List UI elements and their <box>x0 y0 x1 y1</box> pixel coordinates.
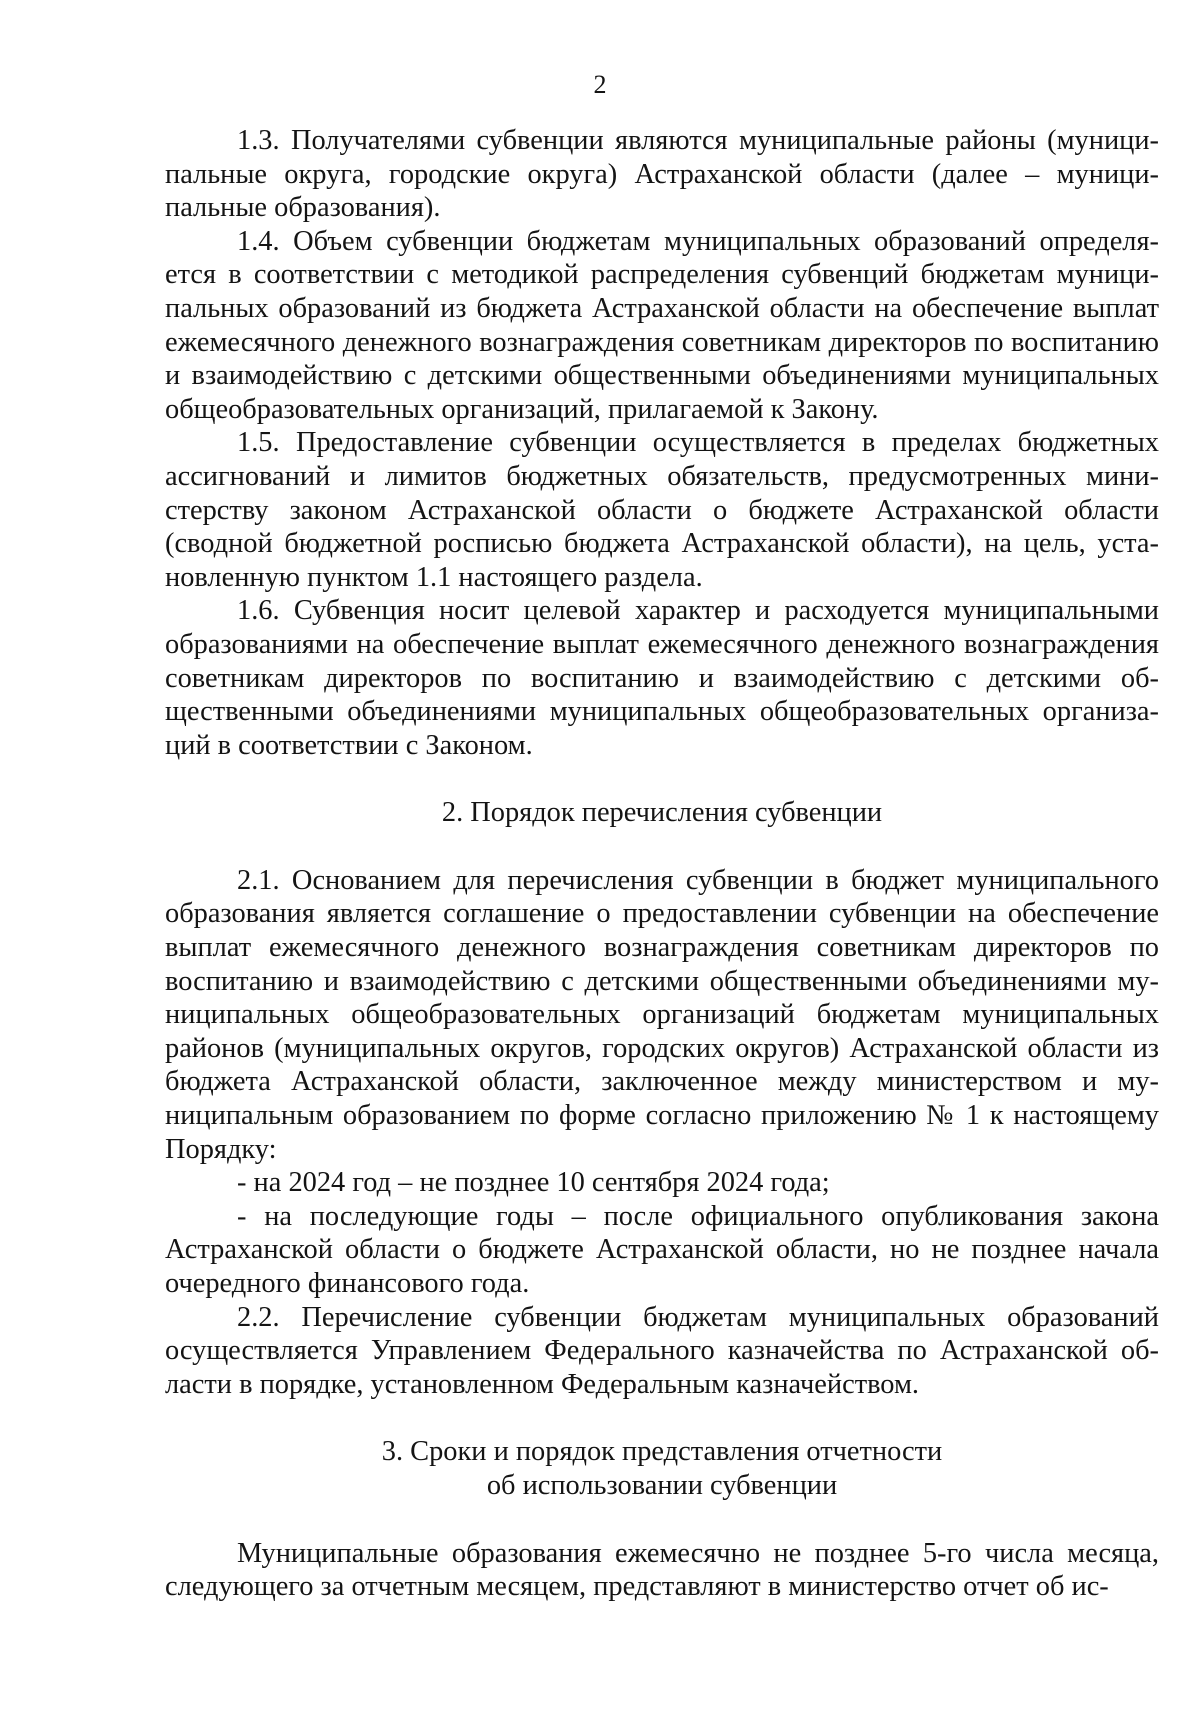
page-number: 2 <box>593 70 607 99</box>
paragraph-1-6: 1.6. Субвенция носит целевой характер и расходуется муниципальными образованиями на обеспечение выплат ежемесячного денежного вознаграждения советникам директоров по воспитанию и взаимодействию с детскими общественными объединениями муниципальных общеобразовательных организаций в соответствии с Законом. <box>165 595 1159 761</box>
section-3-heading-line-1: 3. Сроки и порядок представления отчетности <box>381 1436 943 1468</box>
paragraph-1-5: 1.5. Предоставление субвенции осуществляется в пределах бюджетных ассигнований и лимитов бюджетных обязательств, предусмотренных министерству законом Астраханской области о бюджете Астраханской области (сводной бюджетной росписью бюджета Астраханской области), на цель, установленную пунктом 1.1 настоящего раздела. <box>165 427 1159 593</box>
list-item-following-years: - на последующие годы – после официального опубликования закона Астраханской области о бюджете Астраханской области, но не позднее начала очередного финансового года. <box>165 1200 1159 1299</box>
paragraph-1-4: 1.4. Объем субвенции бюджетам муниципальных образований определяется в соответствии с методикой распределения субвенций бюджетам муниципальных образований из бюджета Астраханской области на обеспечение выплат ежемесячного денежного вознаграждения советникам директоров по воспитанию и взаимодействию с детскими общественными объединениями муниципальных общеобразовательных организаций, прилагаемой к Закону. <box>165 225 1159 425</box>
section-3-heading-line-2: об использовании субвенции <box>486 1469 838 1501</box>
paragraph-2-2: 2.2. Перечисление субвенции бюджетам муниципальных образований осуществляется Управлением Федерального казначейства по Астраханской области в порядке, установленном Федеральным казначейством. <box>165 1301 1159 1400</box>
document-body <box>165 124 1159 1604</box>
section-2-heading: 2. Порядок перечисления субвенции <box>441 797 883 829</box>
list-item-2024: - на 2024 год – не позднее 10 сентября 2024 года; <box>237 1167 830 1199</box>
paragraph-2-1: 2.1. Основанием для перечисления субвенции в бюджет муниципального образования является соглашение о предоставлении субвенции на обеспечение выплат ежемесячного денежного вознаграждения советникам директоров по воспитанию и взаимодействию с детскими общественными объединениями муниципальных общеобразовательных организаций бюджетам муниципальных районов (муниципальных округов, городских округов) Астраханской области из бюджета Астраханской области, заключенное между министерством и муниципальным образованием по форме согласно приложению № 1 к настоящему Порядку: <box>165 864 1159 1165</box>
paragraph-3: Муниципальные образования ежемесячно не позднее 5-го числа месяца, следующего за отчетным месяцем, представляют в министерство отчет об ис- <box>165 1537 1159 1603</box>
section-3-heading <box>165 1435 1159 1502</box>
paragraph-1-3: 1.3. Получателями субвенции являются муниципальные районы (муниципальные округа, городские округа) Астраханской области (далее – муниципальные образования). <box>165 125 1159 224</box>
